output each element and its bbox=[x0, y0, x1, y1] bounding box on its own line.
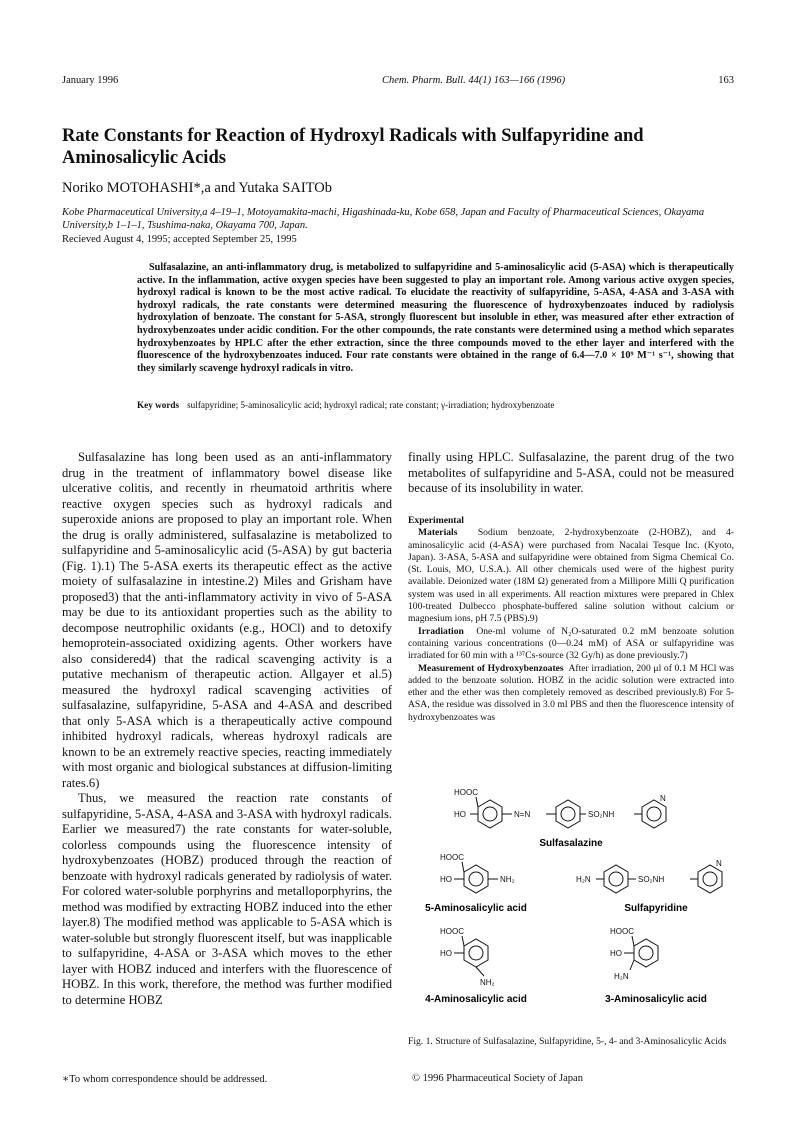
irradiation-paragraph: Irradiation One-ml volume of N₂O-saturated 0.2 mM benzoate solution containing various concentrations (0—0.24 mM) of ASA or sulfapyridine was irradiated for 60 min with a ¹³⁷Cs-source (32 Gy/h) as done previously.7) bbox=[408, 625, 734, 662]
abstract bbox=[137, 262, 734, 375]
chemical-structures-svg bbox=[408, 760, 734, 1030]
group-label: N bbox=[716, 859, 722, 868]
pyridine-ring bbox=[642, 800, 666, 828]
aromatic-circle bbox=[469, 946, 483, 960]
group-label: SO₂NH bbox=[638, 875, 665, 884]
aromatic-circle bbox=[639, 946, 653, 960]
benzene-ring bbox=[464, 939, 488, 967]
aromatic-circle bbox=[609, 872, 623, 886]
affiliations: Kobe Pharmaceutical University,a 4–19–1, Motoyamakita-machi, Higashinada-ku, Kobe 658, Japan and Faculty of Pharmaceutical Sciences, Okayama University,b 1–1–1, Tsushima-naka, Okayama 700, Japan. bbox=[62, 207, 705, 231]
label-4-asa: 4-Aminosalicylic acid bbox=[425, 994, 527, 1005]
group-label: HO bbox=[440, 875, 452, 884]
benzene-ring bbox=[464, 865, 488, 893]
body-paragraph: Sulfasalazine has long been used as an anti-inflammatory drug in the treatment of inflammatory bowel disease like ulcerative colitis, and recently in rheumatoid arthritis where reactive oxygen species such as hydroxyl radicals and superoxide anions are proposed to play an important role. When the drug is orally administered, sulfasalazine is metabolized to sulfapyridine and 5-aminosalicylic acid (5-ASA) by gut bacteria (Fig. 1).1) The 5-ASA exerts its therapeutic effect as the active moiety of sulfasalazine in intestine.2) Miles and Grisham have proposed3) that the anti-inflammatory activity in vivo of 5-ASA may be due to its antioxidant properties such as the ability to decompose neutrophilic oxidants (e.g., HOCl) and to detoxify hemoprotein-associated oxidizing agents. Other workers have also considered4) that the radical scavenging activity is a putative mechanism of therapeutic action. Allgayer et al.5) measured the hydroxyl radical scavenging activities of sulfasalazine, sulfapyridine, 5-ASA and 4-ASA and described that only 5-ASA which is a therapeutically active compound inhibited hydroxyl radicals, whereas hydroxyl radicals are known to be an extremely reactive species, reacting immediately with most organic and biological substances at diffusion-limiting rates.6) bbox=[62, 450, 392, 790]
aromatic-circle bbox=[469, 872, 483, 886]
author-list: Noriko MOTOHASHI*,a and Yutaka SAITOb bbox=[62, 180, 332, 196]
body-paragraph: Thus, we measured the reaction rate constants of sulfapyridine, 5-ASA, 4-ASA and 3-ASA with hydroxyl radicals. Earlier we measured7) the rate constants for water-soluble, colorless compounds using the fluorescence intensity of hydroxybenzoates (HOBZ) produced through the reaction of benzoate with hydroxyl radicals generated by radiolysis of water. For colored water-soluble porphyrins and metalloporphyrins, the method was modified by extracting HOBZ induced into the ether layer.8) The modified method was applicable to 5-ASA which is water-soluble but strongly fluorescent itself, but was inapplicable to sulfapyridine, 4-ASA or 3-ASA which moves to the ether layer with HOBZ induced and interfers with the fluorescence of HOBZ. In this work, therefore, the method was further modified to determine HOBZ bbox=[62, 791, 392, 1007]
experimental-section bbox=[408, 515, 734, 724]
group-label: N=N bbox=[514, 810, 531, 819]
benzene-ring bbox=[634, 939, 658, 967]
benzene-ring bbox=[556, 800, 580, 828]
aromatic-circle bbox=[561, 807, 575, 821]
body-right-intro bbox=[408, 450, 734, 497]
benzene-ring bbox=[478, 800, 502, 828]
aromatic-circle bbox=[483, 807, 497, 821]
copyright: © 1996 Pharmaceutical Society of Japan bbox=[412, 1073, 583, 1084]
group-label: N bbox=[660, 794, 666, 803]
abstract-text: Sulfasalazine, an anti-inflammatory drug, is metabolized to sulfapyridine and 5-aminosalicylic acid (5-ASA) which is therapeutically active. In the inflammation, active oxygen species have been suggested to play an important role. Among various active oxygen species, hydroxyl radical is known to be the most active radical. To elucidate the reactivity of sulfapyridine, 5-ASA, 4-ASA and 3-ASA with hydroxyl radicals, the rate constants were determined measuring the fluorescence of hydroxybenzoates induced by radiolysis hydroxylation of benzoate. The constant for 5-ASA, strongly fluorescent but insoluble in ether, was measured after ether extraction of hydroxybenzoates under acidic condition. For the other compounds, the rate constants were determined using a method which separates hydroxybenzoates by HPLC after the ether extraction, since the three compounds moved to the ether layer and interfered with the fluorescence of the hydroxybenzoates induced. Four rate constants were obtained in the range of 6.4—7.0 × 10⁹ M⁻¹ s⁻¹, showing that they similarly scavenge hydroxyl radicals in vitro. bbox=[137, 262, 734, 374]
figure-1-structures bbox=[408, 760, 734, 1030]
figure-caption: Fig. 1. Structure of Sulfasalazine, Sulfapyridine, 5-, 4- and 3-Aminosalicylic Acids bbox=[408, 1036, 727, 1047]
group-label: HOOC bbox=[440, 853, 464, 862]
label-3-asa: 3-Aminosalicylic acid bbox=[605, 994, 707, 1005]
materials-paragraph: Materials Sodium benzoate, 2-hydroxybenzoate (2-HOBZ), and 4-aminosalicylic acid (4-ASA) were purchased from Nacalai Tesque Inc. (Kyoto, Japan). 3-ASA, 5-ASA and sulfapyridine were obtained from Sigma Chemical Co. (St. Louis, MO, U.S.A.). All other chemicals used were of the highest purity available. Deionized water (18M Ω) generated from a Millipore Milli Q purification system was used in all experiments. All reaction mixtures were prepared in Chlex 100-treated Dulbecco phosphate-buffered saline solution without calcium or magnesium ions, pH 7.5 (PBS).9) bbox=[408, 527, 734, 625]
measurement-paragraph: Measurement of Hydroxybenzoates After irradiation, 200 μl of 0.1 M HCl was added to the benzoate solution. HOBZ in the acidic solution were extracted into ether and the ether was then completely removed as described previously.8) For 5-ASA, the residue was dissolved in 3.0 ml PBS and then the fluorescence intensity of hydroxybenzoates was bbox=[408, 662, 734, 723]
received-dates: Recieved August 4, 1995; accepted September 25, 1995 bbox=[62, 234, 297, 245]
group-label: H₂N bbox=[576, 875, 591, 884]
label-sulfapyridine: Sulfapyridine bbox=[624, 903, 688, 914]
group-label: HOOC bbox=[440, 927, 464, 936]
keywords-text: sulfapyridine; 5-aminosalicylic acid; hydroxyl radical; rate constant; γ-irradiation; hydroxybenzoate bbox=[187, 400, 555, 410]
group-label: NH₂ bbox=[500, 875, 515, 884]
label-5-asa: 5-Aminosalicylic acid bbox=[425, 903, 527, 914]
group-label: NH₂ bbox=[480, 978, 495, 987]
aromatic-circle bbox=[647, 807, 661, 821]
footnote: ∗To whom correspondence should be addressed. bbox=[62, 1074, 268, 1085]
body-left-column bbox=[62, 450, 392, 1008]
group-label: HO bbox=[440, 949, 452, 958]
group-label: HO bbox=[610, 949, 622, 958]
page-number: 163 bbox=[718, 75, 734, 86]
group-label: H₂N bbox=[614, 972, 629, 981]
group-label: HOOC bbox=[454, 788, 478, 797]
group-label: HOOC bbox=[610, 927, 634, 936]
pyridine-ring bbox=[698, 865, 722, 893]
benzene-ring bbox=[604, 865, 628, 893]
keywords bbox=[137, 400, 734, 410]
group-label: HO bbox=[454, 810, 466, 819]
article-title: Rate Constants for Reaction of Hydroxyl Radicals with Sulfapyridine and Aminosalicylic Acids bbox=[62, 126, 644, 168]
journal-citation: Chem. Pharm. Bull. 44(1) 163—166 (1996) bbox=[382, 75, 566, 86]
group-label: SO₂NH bbox=[588, 810, 615, 819]
section-heading: Experimental bbox=[408, 515, 464, 526]
keywords-label: Key words bbox=[137, 400, 180, 410]
body-paragraph: finally using HPLC. Sulfasalazine, the parent drug of the two metabolites of sulfapyridine and 5-ASA, could not be measured because of its insolubility in water. bbox=[408, 450, 734, 495]
aromatic-circle bbox=[703, 872, 717, 886]
issue-date: January 1996 bbox=[62, 75, 119, 86]
label-sulfasalazine: Sulfasalazine bbox=[539, 838, 603, 849]
